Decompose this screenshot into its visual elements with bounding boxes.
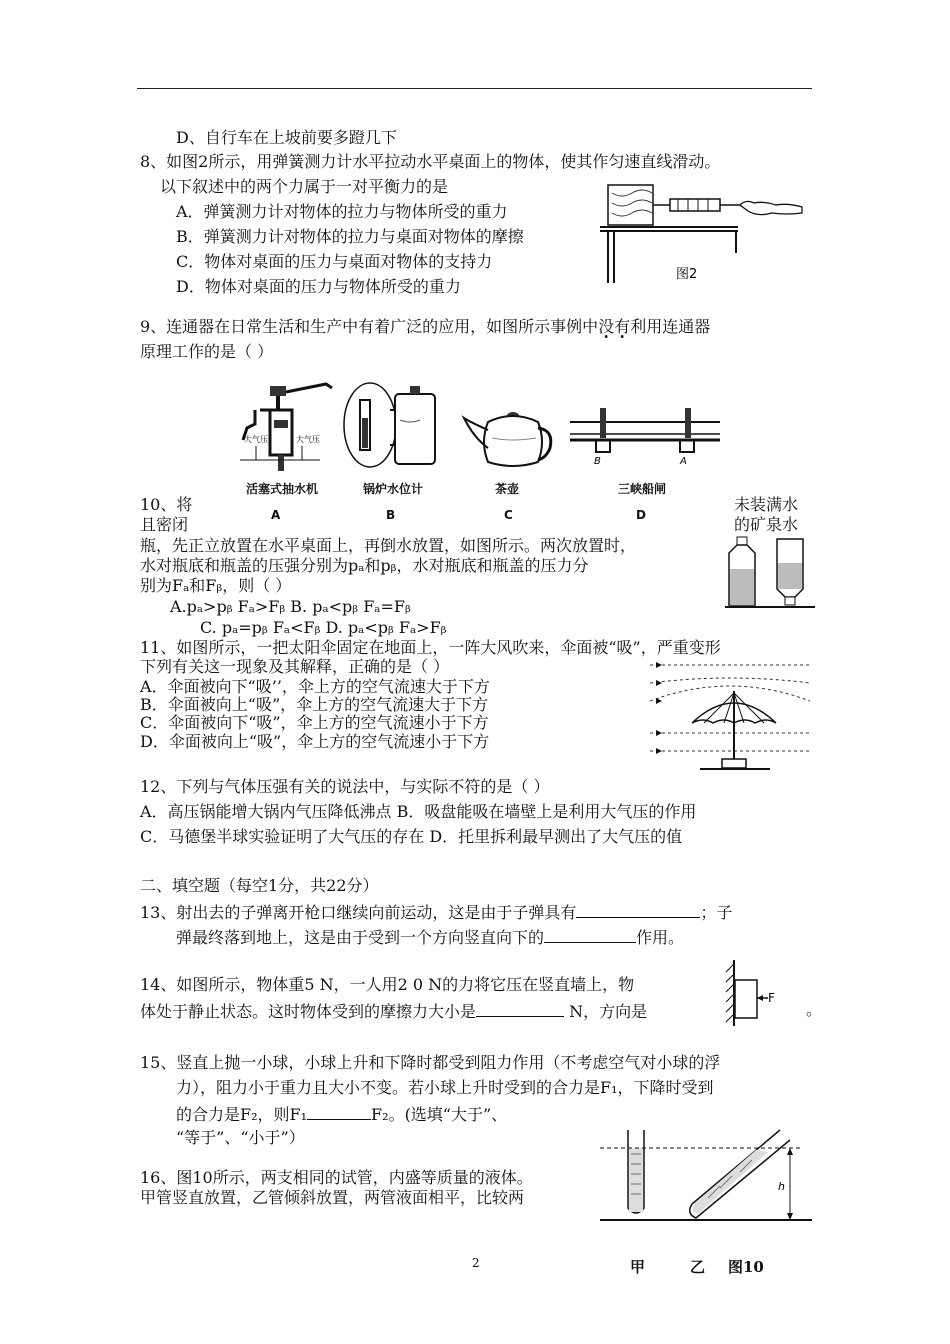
svg-text:h: h <box>778 1180 785 1193</box>
q11-option-a: A．伞面被向下“吸’’，伞上方的空气流速大于下方 <box>140 677 490 696</box>
q14-line1: 14、如图所示，物体重5 N，一人用2 0 N的力将它压在竖直墙上，物 <box>140 975 635 994</box>
q15-line1: 15、竖直上抛一小球，小球上升和下降时都受到阻力作用（不考虑空气对小球的浮 <box>140 1053 721 1072</box>
q11-stem-line2: 下列有关这一现象及其解释，正确的是（ ） <box>140 657 450 676</box>
q16-line1: 16、图10所示，两支相同的试管，内盛等质量的液体。 <box>140 1168 533 1187</box>
page-number: 2 <box>472 1256 480 1270</box>
q8-option-a: A．弹簧测力计对物体的拉力与物体所受的重力 <box>176 202 508 221</box>
q11-figure-umbrella <box>650 655 820 775</box>
q9-caption-d: 三峡船闸 <box>618 482 667 496</box>
svg-text:大气压: 大气压 <box>296 435 320 444</box>
header-rule <box>137 88 812 89</box>
svg-text:A: A <box>680 456 687 467</box>
q9-letter-b: B <box>386 508 396 522</box>
q11-option-b: B．伞面被向上“吸”，伞上方的空气流速大于下方 <box>140 695 489 714</box>
q8-option-d: D．物体对桌面的压力与物体所受的重力 <box>176 277 461 296</box>
svg-text:F: F <box>768 991 775 1005</box>
q9-caption-c: 茶壶 <box>495 482 520 496</box>
q13-line1: 13、射出去的子弹离开枪口继续向前运动，这是由于子弹具有 ；子 <box>140 903 733 922</box>
q10-line4: 水对瓶底和瓶盖的压强分别为pₐ和pᵦ，水对瓶底和瓶盖的压力分 <box>140 556 589 575</box>
q14-line-end: 。 <box>806 1000 823 1019</box>
q8-option-b: B．弹簧测力计对物体的拉力与桌面对物体的摩擦 <box>176 227 524 246</box>
q15-blank[interactable] <box>307 1103 371 1120</box>
q10-line3: 瓶，先正立放置在水平桌面上，再倒水放置，如图所示。两次放置时， <box>140 536 637 555</box>
q9-figure-b-boiler <box>340 380 440 475</box>
q9-letter-a: A <box>271 508 281 522</box>
q9-letter-d: D <box>636 508 646 522</box>
q9-caption-a: 活塞式抽水机 <box>246 482 319 496</box>
q10-figure-caption-line2: 的矿泉水 <box>734 515 799 534</box>
svg-text:大气压: 大气压 <box>244 435 268 444</box>
q11-stem-line1: 11、如图所示，一把太阳伞固定在地面上，一阵大风吹来，伞面被“吸”，严重变形 <box>140 638 721 657</box>
q10-figure-caption-line1: 未装满水 <box>734 495 799 514</box>
q9-figure-d-ship-lock <box>570 400 720 470</box>
q14-line2: 体处于静止状态。这时物体受到的摩擦力大小是 N，方向是 <box>140 1002 648 1021</box>
q16-figure-test-tubes <box>600 1128 815 1228</box>
q9-stem-line1: 9、连通器在日常生活和生产中有着广泛的应用，如图所示事例中没有利用连通器 <box>140 317 711 336</box>
q10-options-ab: A.pₐ>pᵦ Fₐ>Fᵦ B. pₐ<pᵦ Fₐ=Fᵦ <box>170 597 411 616</box>
q14-blank-1[interactable] <box>476 1000 564 1017</box>
q10-line5: 别为Fₐ和Fᵦ，则（ ） <box>140 576 292 595</box>
q9-figure-c-teapot <box>458 388 558 473</box>
q11-option-c: C．伞面被向下“吸”，伞上方的空气流速小于下方 <box>140 713 489 732</box>
q15-line3: 的合力是F₂，则F₁ F₂。(选填“大于”、 <box>176 1105 508 1124</box>
q8-stem-line1: 8、如图2所示，用弹簧测力计水平拉动水平桌面上的物体，使其作匀速直线滑动。 <box>140 152 721 171</box>
q10-line2: 且密闭 <box>140 515 189 534</box>
q16-figure-label-jia: 甲 <box>630 1258 646 1276</box>
svg-text:B: B <box>594 456 601 467</box>
q8-figure-caption: 图2 <box>676 267 698 282</box>
q8-option-c: C．物体对桌面的压力与桌面对物体的支持力 <box>176 252 493 271</box>
q16-figure-label-yi: 乙 <box>690 1258 706 1276</box>
q11-option-d: D．伞面被向上“吸”，伞上方的空气流速小于下方 <box>140 732 490 751</box>
q9-caption-b: 锅炉水位计 <box>363 482 424 496</box>
q10-options-cd: C. pₐ=pᵦ Fₐ<Fᵦ D. pₐ<pᵦ Fₐ>Fᵦ <box>200 618 447 637</box>
q13-blank-2[interactable] <box>544 926 636 943</box>
q9-letter-c: C <box>504 508 513 522</box>
q15-line4: “等于”、“小于”） <box>176 1128 305 1147</box>
q15-line2: 力），阻力小于重力且大小不变。若小球上升时受到的合力是F₁，下降时受到 <box>176 1078 714 1097</box>
q10-figure-bottles <box>725 535 815 610</box>
q13-line2: 弹最终落到地上，这是由于受到一个方向竖直向下的 作用。 <box>176 928 685 947</box>
q7-option-d: D、自行车在上坡前要多蹬几下 <box>176 128 397 147</box>
q14-figure-wall <box>716 958 786 1028</box>
q16-figure-caption: 图10 <box>728 1258 764 1276</box>
q13-blank-1[interactable] <box>576 901 700 918</box>
q10-line1: 10、将 <box>140 495 193 514</box>
section-fill-blank-title: 二、填空题（每空1分，共22分） <box>140 876 379 895</box>
q12-options-cd: C．马德堡半球实验证明了大气压的存在 D．托里拆利最早测出了大气压的值 <box>140 827 683 846</box>
q8-figure-spring-scale <box>598 183 808 283</box>
q8-stem-line2: 以下叙述中的两个力属于一对平衡力的是 <box>160 177 449 196</box>
q16-line2: 甲管竖直放置，乙管倾斜放置，两管液面相平，比较两 <box>140 1188 525 1207</box>
q12-options-ab: A．高压锅能增大锅内气压降低沸点 B．吸盘能吸在墙壁上是利用大气压的作用 <box>140 802 697 821</box>
q12-stem: 12、下列与气体压强有关的说法中，与实际不符的是（ ） <box>140 777 550 796</box>
q9-stem-line2: 原理工作的是（ ） <box>140 342 274 361</box>
